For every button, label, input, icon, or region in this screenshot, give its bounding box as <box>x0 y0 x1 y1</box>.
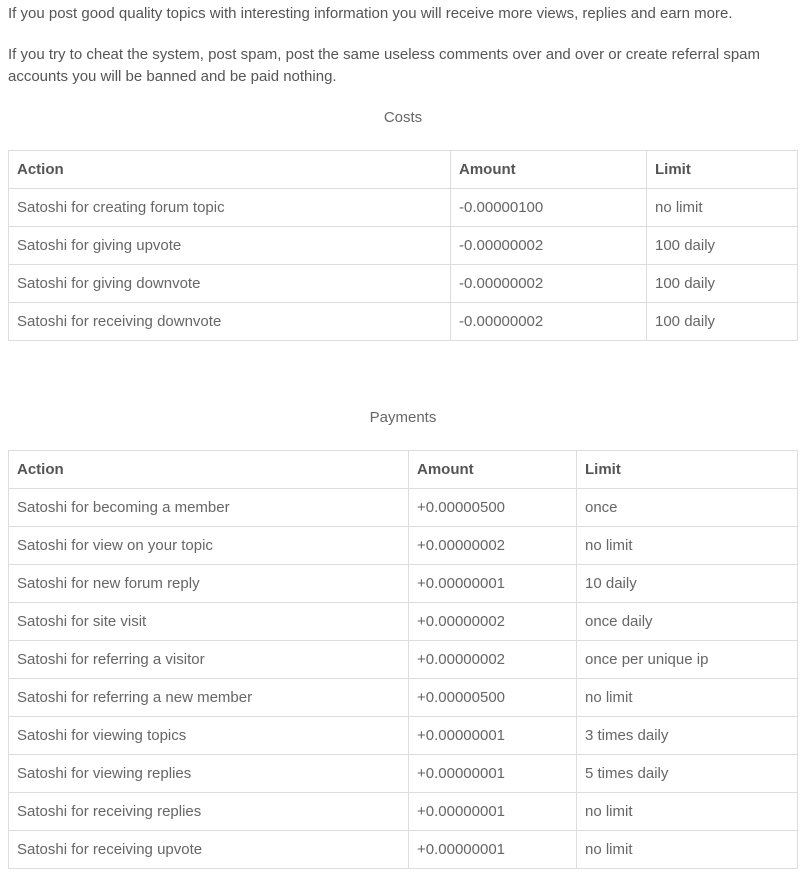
action-cell: Satoshi for view on your topic <box>9 527 409 565</box>
amount-cell: +0.00000500 <box>409 489 577 527</box>
action-cell: Satoshi for referring a visitor <box>9 641 409 679</box>
action-cell: Satoshi for new forum reply <box>9 565 409 603</box>
table-row <box>9 603 798 641</box>
amount-cell: +0.00000002 <box>409 603 577 641</box>
column-header-amount: Amount <box>409 451 577 489</box>
action-cell: Satoshi for becoming a member <box>9 489 409 527</box>
amount-cell: +0.00000001 <box>409 717 577 755</box>
amount-cell: +0.00000500 <box>409 679 577 717</box>
limit-cell: 10 daily <box>577 565 798 603</box>
amount-cell: -0.00000100 <box>451 189 647 227</box>
costs-table <box>8 150 798 341</box>
limit-cell: 100 daily <box>647 265 798 303</box>
action-cell: Satoshi for referring a new member <box>9 679 409 717</box>
amount-cell: -0.00000002 <box>451 227 647 265</box>
action-cell: Satoshi for receiving replies <box>9 793 409 831</box>
payments-table-caption: Payments <box>369 409 437 426</box>
table-row <box>9 489 798 527</box>
limit-cell: once daily <box>577 603 798 641</box>
table-row <box>9 717 798 755</box>
table-row <box>9 755 798 793</box>
limit-cell: no limit <box>577 527 798 565</box>
limit-cell: once <box>577 489 798 527</box>
action-cell: Satoshi for viewing topics <box>9 717 409 755</box>
costs-table-caption: Costs <box>383 109 423 126</box>
table-header-row <box>9 151 798 189</box>
limit-cell: 100 daily <box>647 227 798 265</box>
amount-cell: +0.00000001 <box>409 831 577 869</box>
table-row <box>9 831 798 869</box>
column-header-limit: Limit <box>647 151 798 189</box>
table-row <box>9 641 798 679</box>
table-row <box>9 527 798 565</box>
intro-paragraph-quality: If you post good quality topics with interesting information you will receive more views, replies and earn more. <box>8 5 733 22</box>
amount-cell: +0.00000001 <box>409 755 577 793</box>
table-row <box>9 565 798 603</box>
action-cell: Satoshi for receiving downvote <box>9 303 451 341</box>
limit-cell: no limit <box>577 793 798 831</box>
limit-cell: 100 daily <box>647 303 798 341</box>
action-cell: Satoshi for viewing replies <box>9 755 409 793</box>
limit-cell: no limit <box>647 189 798 227</box>
table-row <box>9 265 798 303</box>
table-row <box>9 227 798 265</box>
intro-paragraph-cheating: If you try to cheat the system, post spam, post the same useless comments over and over or create referral spam accounts you will be banned and be paid nothing. <box>8 46 760 85</box>
payments-table <box>8 450 798 869</box>
table-row <box>9 303 798 341</box>
action-cell: Satoshi for receiving upvote <box>9 831 409 869</box>
amount-cell: -0.00000002 <box>451 265 647 303</box>
limit-cell: once per unique ip <box>577 641 798 679</box>
amount-cell: +0.00000001 <box>409 565 577 603</box>
action-cell: Satoshi for giving upvote <box>9 227 451 265</box>
column-header-limit: Limit <box>577 451 798 489</box>
limit-cell: no limit <box>577 831 798 869</box>
action-cell: Satoshi for giving downvote <box>9 265 451 303</box>
action-cell: Satoshi for creating forum topic <box>9 189 451 227</box>
table-row <box>9 679 798 717</box>
column-header-action: Action <box>9 151 451 189</box>
amount-cell: -0.00000002 <box>451 303 647 341</box>
limit-cell: 3 times daily <box>577 717 798 755</box>
column-header-action: Action <box>9 451 409 489</box>
column-header-amount: Amount <box>451 151 647 189</box>
limit-cell: 5 times daily <box>577 755 798 793</box>
table-row <box>9 189 798 227</box>
limit-cell: no limit <box>577 679 798 717</box>
action-cell: Satoshi for site visit <box>9 603 409 641</box>
amount-cell: +0.00000002 <box>409 641 577 679</box>
amount-cell: +0.00000002 <box>409 527 577 565</box>
table-header-row <box>9 451 798 489</box>
table-row <box>9 793 798 831</box>
amount-cell: +0.00000001 <box>409 793 577 831</box>
